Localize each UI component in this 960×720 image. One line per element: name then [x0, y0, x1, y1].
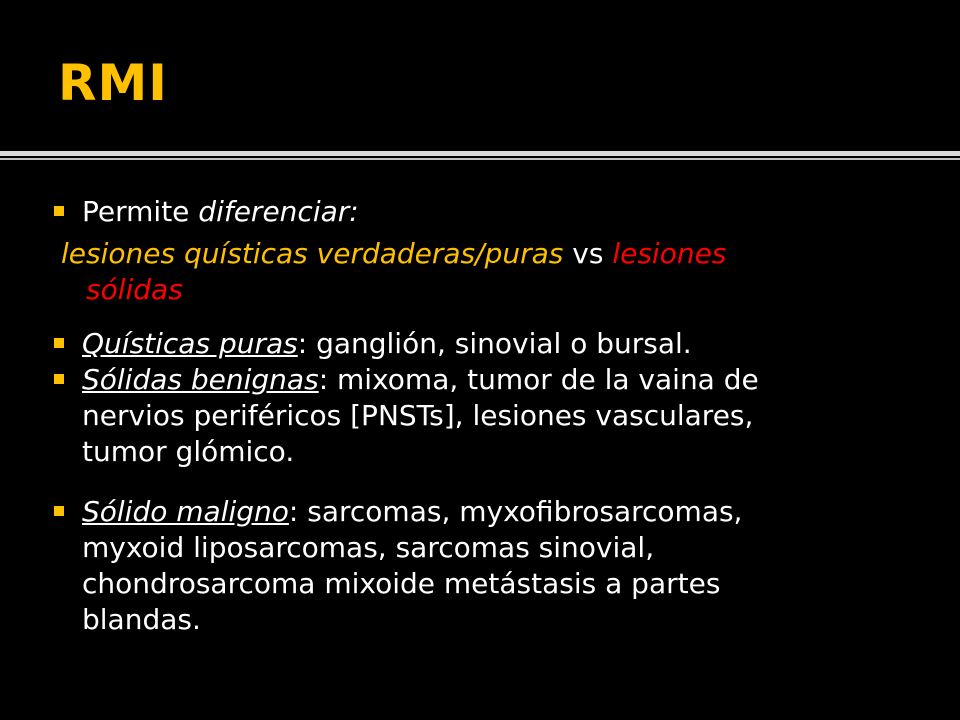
bullet-text-line: tumor glómico. — [82, 435, 295, 468]
bullet-text-line: myxoid liposarcomas, sarcomas sinovial, — [82, 531, 655, 564]
comparison-left: lesiones quísticas verdaderas/puras — [61, 237, 564, 270]
bullet-text: : ganglión, sinovial o bursal. — [297, 327, 692, 360]
title-divider — [0, 151, 960, 156]
bullet-term: Quísticas puras — [82, 327, 298, 360]
slide-content — [0, 160, 960, 720]
comparison-right-continued: sólidas — [86, 273, 183, 306]
square-bullet-icon — [54, 506, 64, 516]
bullet-term: Sólidas benignas — [82, 363, 319, 396]
bullet-text-line: nervios periféricos [PNSTs], lesiones vasculares, — [82, 399, 754, 432]
bullet-text-line: chondrosarcoma mixoide metástasis a partes — [82, 567, 721, 600]
bullet-solido-maligno — [82, 494, 882, 638]
bullet-text-line: blandas. — [82, 603, 201, 636]
square-bullet-icon — [54, 374, 64, 384]
bullet-lead-text: Permite — [82, 195, 199, 228]
bullet-term: Sólido maligno — [82, 495, 289, 528]
comparison-line — [61, 236, 921, 272]
bullet-text: : mixoma, tumor de la vaina de — [318, 363, 759, 396]
square-bullet-icon — [54, 206, 64, 216]
bullet-emphasis-text: diferenciar: — [198, 195, 359, 228]
bullet-solidas-benignas — [82, 362, 882, 470]
comparison-right: lesiones — [612, 237, 727, 270]
bullet-text: : sarcomas, myxofibrosarcomas, — [288, 495, 743, 528]
square-bullet-icon — [54, 338, 64, 348]
comparison-line-2 — [86, 272, 183, 308]
title-bar — [0, 0, 960, 150]
bullet-quisticas — [82, 326, 882, 362]
slide-title: RMI — [58, 54, 168, 112]
comparison-vs: vs — [563, 237, 613, 270]
bullet-permite — [82, 194, 882, 230]
